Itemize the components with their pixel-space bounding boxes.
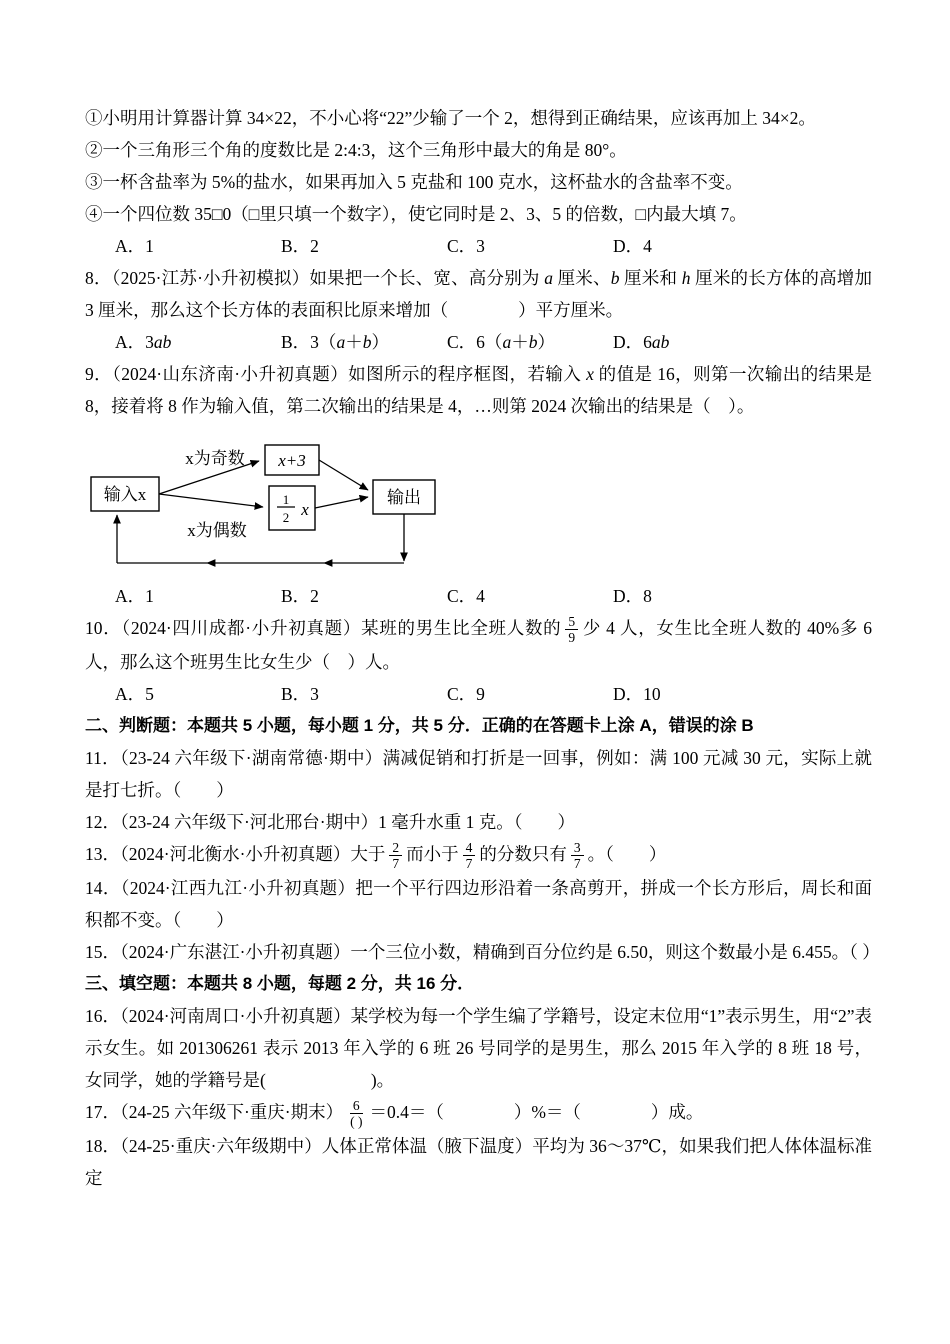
text-run: B．2 xyxy=(281,586,319,606)
option-label xyxy=(447,326,613,358)
fraction-numerator: 2 xyxy=(389,840,402,857)
section-header xyxy=(85,710,872,742)
text-run: A．5 xyxy=(115,684,154,704)
fraction-numerator: 6 xyxy=(350,1098,363,1115)
flow-odd-condition-label: x为奇数 xyxy=(185,449,245,468)
math-variable: a xyxy=(544,268,553,288)
option-label xyxy=(115,326,281,358)
text-run: 18．（24-25·重庆·六年级期中）人体正常体温（腋下温度）平均为 36～37℃，如果我们把人体体温标准定 xyxy=(85,1136,872,1188)
fraction-denominator: ( ) xyxy=(350,1114,363,1130)
text-run: 16．（2024·河南周口·小升初真题）某学校为每一个学生编了学籍号，设定末位用“1”表示男生，用“2”表示女生。如 201306261 表示 2013 年入学的 6 班 26 号同学的是男生，那么 2015 年入学的 8 班 18 号，女同学，她的学籍号是( )。 xyxy=(85,1006,872,1090)
paragraph xyxy=(85,358,872,422)
option-label xyxy=(613,326,669,358)
text-run: 三、填空题：本题共 8 小题，每题 2 分，共 16 分． xyxy=(85,974,475,993)
math-variable: b xyxy=(610,268,620,288)
text-run: C．3 xyxy=(447,236,485,256)
fraction-denominator: 9 xyxy=(568,630,576,646)
options-row xyxy=(85,230,872,262)
math-variable: a xyxy=(336,332,346,352)
text-run: ） xyxy=(537,332,555,352)
option-label xyxy=(281,678,447,710)
text-run: B．2 xyxy=(281,236,319,256)
paragraph xyxy=(85,262,872,326)
text-run: ＝0.4＝（ ）%＝（ ）成。 xyxy=(369,1102,704,1122)
fraction xyxy=(571,840,584,872)
text-run: 。（ ） xyxy=(587,844,667,864)
math-variable: ab xyxy=(153,332,172,352)
paragraph xyxy=(85,806,872,838)
text-run: B．3（ xyxy=(281,332,337,352)
text-run: 而小于 xyxy=(406,844,459,864)
math-variable: a xyxy=(502,332,512,352)
text-run: A．1 xyxy=(115,236,154,256)
fraction-numerator: 3 xyxy=(571,840,584,857)
fraction-numerator: 5 xyxy=(565,614,578,631)
text-run: 15．（2024·广东湛江·小升初真题）一个三位小数，精确到百分位约是 6.50，则这个数最小是 6.455。（ ） xyxy=(85,942,880,962)
paragraph xyxy=(85,1096,872,1130)
text-run: D．8 xyxy=(613,586,652,606)
text-run: C．6（ xyxy=(447,332,503,352)
text-run: B．3 xyxy=(281,684,319,704)
paragraph xyxy=(85,742,872,806)
flow-frac-denominator: 2 xyxy=(282,510,290,525)
text-run: C．4 xyxy=(447,586,485,606)
option-label xyxy=(281,326,447,358)
text-run: 的分数只有 xyxy=(479,844,567,864)
options-row xyxy=(85,580,872,612)
math-variable: b xyxy=(528,332,538,352)
text-run: C．9 xyxy=(447,684,485,704)
fraction xyxy=(347,1098,365,1130)
option-label xyxy=(447,678,613,710)
text-run: ①小明用计算器计算 34×22，不小心将“22”少输了一个 2，想得到正确结果，应该再加上 34×2。 xyxy=(85,108,816,128)
text-run: ④一个四位数 35□0（□里只填一个数字），使它同时是 2、3、5 的倍数，□内最大填 7。 xyxy=(85,204,747,224)
flow-arrow xyxy=(159,494,263,507)
option-label xyxy=(115,678,281,710)
text-run: ③一杯含盐率为 5%的盐水，如果再加入 5 克盐和 100 克水，这杯盐水的含盐率不变。 xyxy=(85,172,743,192)
text-run: A．3 xyxy=(115,332,154,352)
text-run: 少 4 人，女生比全班人数的 40%多 6 人，那么这个班男生比女生少（ ）人。 xyxy=(85,618,873,672)
text-run: ＋ xyxy=(511,332,529,352)
paragraph xyxy=(85,102,872,134)
text-run: A．1 xyxy=(115,586,154,606)
math-variable: x xyxy=(586,364,594,384)
text-run: 的值是 16，则第一次输出的结果是 8，接着将 8 作为输入值，第二次输出的结果是 4，…则第 2024 次输出的结果是（ ）。 xyxy=(85,364,873,416)
paragraph xyxy=(85,872,872,936)
option-label xyxy=(447,230,613,262)
text-run: 12．（23-24 六年级下·河北邢台·期中）1 毫升水重 1 克。（ ） xyxy=(85,812,575,832)
text-run: 厘米、 xyxy=(552,268,611,288)
paragraph xyxy=(85,166,872,198)
flow-frac-variable: x xyxy=(301,500,309,519)
text-run: D．6 xyxy=(613,332,652,352)
text-run: 厘米和 xyxy=(619,268,682,288)
flow-frac-numerator: 1 xyxy=(282,492,290,507)
fraction-numerator: 4 xyxy=(463,840,476,857)
option-label xyxy=(281,580,447,612)
flow-odd-box-label: x+3 xyxy=(278,451,306,470)
paragraph xyxy=(85,134,872,166)
option-label xyxy=(281,230,447,262)
paragraph xyxy=(85,198,872,230)
flow-arrow xyxy=(319,460,368,490)
option-label xyxy=(115,580,281,612)
program-flowchart xyxy=(87,428,872,576)
text-run: D．10 xyxy=(613,684,661,704)
text-run: 17．（24-25 六年级下·重庆·期末） xyxy=(85,1102,344,1122)
flow-input-label: 输入x xyxy=(103,485,147,504)
option-label xyxy=(115,230,281,262)
document-content xyxy=(85,102,880,1194)
fraction-denominator: 7 xyxy=(392,856,400,872)
paragraph xyxy=(85,838,872,872)
text-run: 10．（2024·四川成都·小升初真题）某班的男生比全班人数的 xyxy=(85,618,562,638)
text-run: 8．（2025·江苏·小升初模拟）如果把一个长、宽、高分别为 xyxy=(85,268,545,288)
flow-even-condition-label: x为偶数 xyxy=(187,521,247,540)
fraction-denominator: 7 xyxy=(465,856,473,872)
fraction xyxy=(565,614,578,646)
paragraph xyxy=(85,1000,872,1096)
fraction xyxy=(463,840,476,872)
flowchart-svg xyxy=(87,428,517,576)
paragraph xyxy=(85,612,872,678)
fraction-denominator: 7 xyxy=(573,856,581,872)
paragraph xyxy=(85,1130,872,1194)
text-run: ②一个三角形三个角的度数比是 2:4:3，这个三角形中最大的角是 80°。 xyxy=(85,140,627,160)
text-run: 9．（2024·山东济南·小升初真题）如图所示的程序框图，若输入 xyxy=(85,364,587,384)
option-label xyxy=(447,580,613,612)
fraction xyxy=(389,840,402,872)
text-run: ＋ xyxy=(345,332,363,352)
math-variable: b xyxy=(362,332,372,352)
options-row xyxy=(85,678,872,710)
flow-output-label: 输出 xyxy=(387,488,421,507)
option-label xyxy=(613,230,652,262)
option-label xyxy=(613,580,652,612)
math-variable: h xyxy=(681,268,691,288)
options-row xyxy=(85,326,872,358)
paragraph xyxy=(85,936,880,968)
option-label xyxy=(613,678,661,710)
flow-arrow xyxy=(315,497,368,508)
text-run: D．4 xyxy=(613,236,652,256)
text-run: 二、判断题：本题共 5 小题，每小题 1 分，共 5 分．正确的在答题卡上涂 A，错误的涂 B xyxy=(85,716,754,735)
text-run: ） xyxy=(371,332,389,352)
section-header xyxy=(85,968,872,1000)
text-run: 14．（2024·江西九江·小升初真题）把一个平行四边形沿着一条高剪开，拼成一个长方形后，周长和面积都不变。（ ） xyxy=(85,878,872,930)
text-run: 厘米的长方体的高增加 3 厘米，那么这个长方体的表面积比原来增加（ ）平方厘米。 xyxy=(85,268,873,320)
text-run: 11．（23-24 六年级下·湖南常德·期中）满减促销和打折是一回事，例如：满 100 元减 30 元，实际上就是打七折。（ ） xyxy=(85,748,872,800)
math-variable: ab xyxy=(651,332,670,352)
text-run: 13．（2024·河北衡水·小升初真题）大于 xyxy=(85,844,386,864)
